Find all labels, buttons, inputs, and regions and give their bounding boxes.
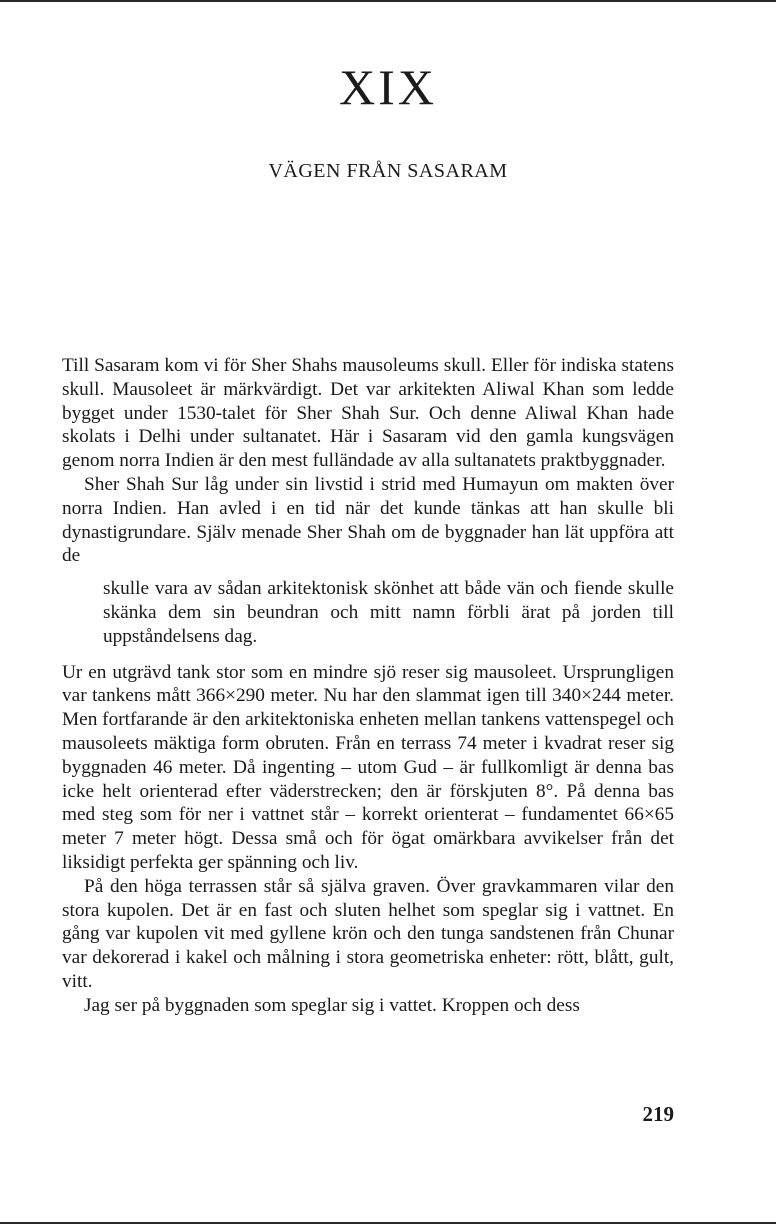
paragraph: Sher Shah Sur låg under sin livstid i strid med Humayun om makten över norra Indien. Han avled i en tid när det kunde tänkas att han skulle bli dynastigrundare. Själv menade Sher Shah om de byggnader han lät uppföra att de [62,473,674,567]
paragraph: Jag ser på byggnaden som speglar sig i vattet. Kroppen och dess [84,994,580,1016]
paragraph: På den höga terrassen står så själva graven. Över gravkammaren vilar den stora kupolen. Det är en fast och sluten helhet som speglar sig i vattnet. En gång var kupolen vit med gyllene krön och den tunga sandstenen från Chunar var dekorerad i kakel och målning i stora geometriska enheter: rött, blått, gult, vitt. [62,875,674,992]
paragraph: Ur en utgrävd tank stor som en mindre sjö reser sig mausoleet. Ursprungligen var tankens mått 366×290 meter. Nu har den slammat igen till 340×244 meter. Men fortfarande är den arkitektoniska enheten mellan tankens vattenspegel och mausoleets mäktiga form obruten. Från en terrass 74 meter i kvadrat reser sig byggnaden 46 meter. Då ingenting – utom Gud – är fullkomligt är denna bas icke helt orienterad efter väderstrecken; den är förskjuten 8°. På denna bas med steg som för ner i vattnet står – korrekt orienterat – fundamentet 66×65 meter 7 meter högt. Dessa små och för ögat omärkbara avvikelser från det liksidigt perfekta ger spänning och liv. [62,661,674,873]
paragraph: Till Sasaram kom vi för Sher Shahs mausoleums skull. Eller för indiska statens skull. Mausoleet är märkvärdigt. Det var arkitekten Aliwal Khan som ledde bygget under 1530-talet för Sher Shah Sur. Och denne Aliwal Khan hade skolats i Delhi under sultanatet. Här i Sasaram vid den gamla kungsvägen genom norra Indien är den mest fulländade av alla sultanatets praktbyggnader. [62,355,674,472]
block-quote: skulle vara av sådan arkitektonisk skönhet att både vän och fiende skulle skänka dem sin beundran och mitt namn förbli ärat på jorden till uppståndelsens dag. [103,578,674,647]
chapter-title: VÄGEN FRÅN SASARAM [268,160,508,182]
bottom-rule [0,1222,776,1224]
chapter-number: XIX [339,59,437,115]
page-number: 219 [642,1102,674,1126]
top-rule [0,0,776,2]
body-text [62,354,674,1018]
